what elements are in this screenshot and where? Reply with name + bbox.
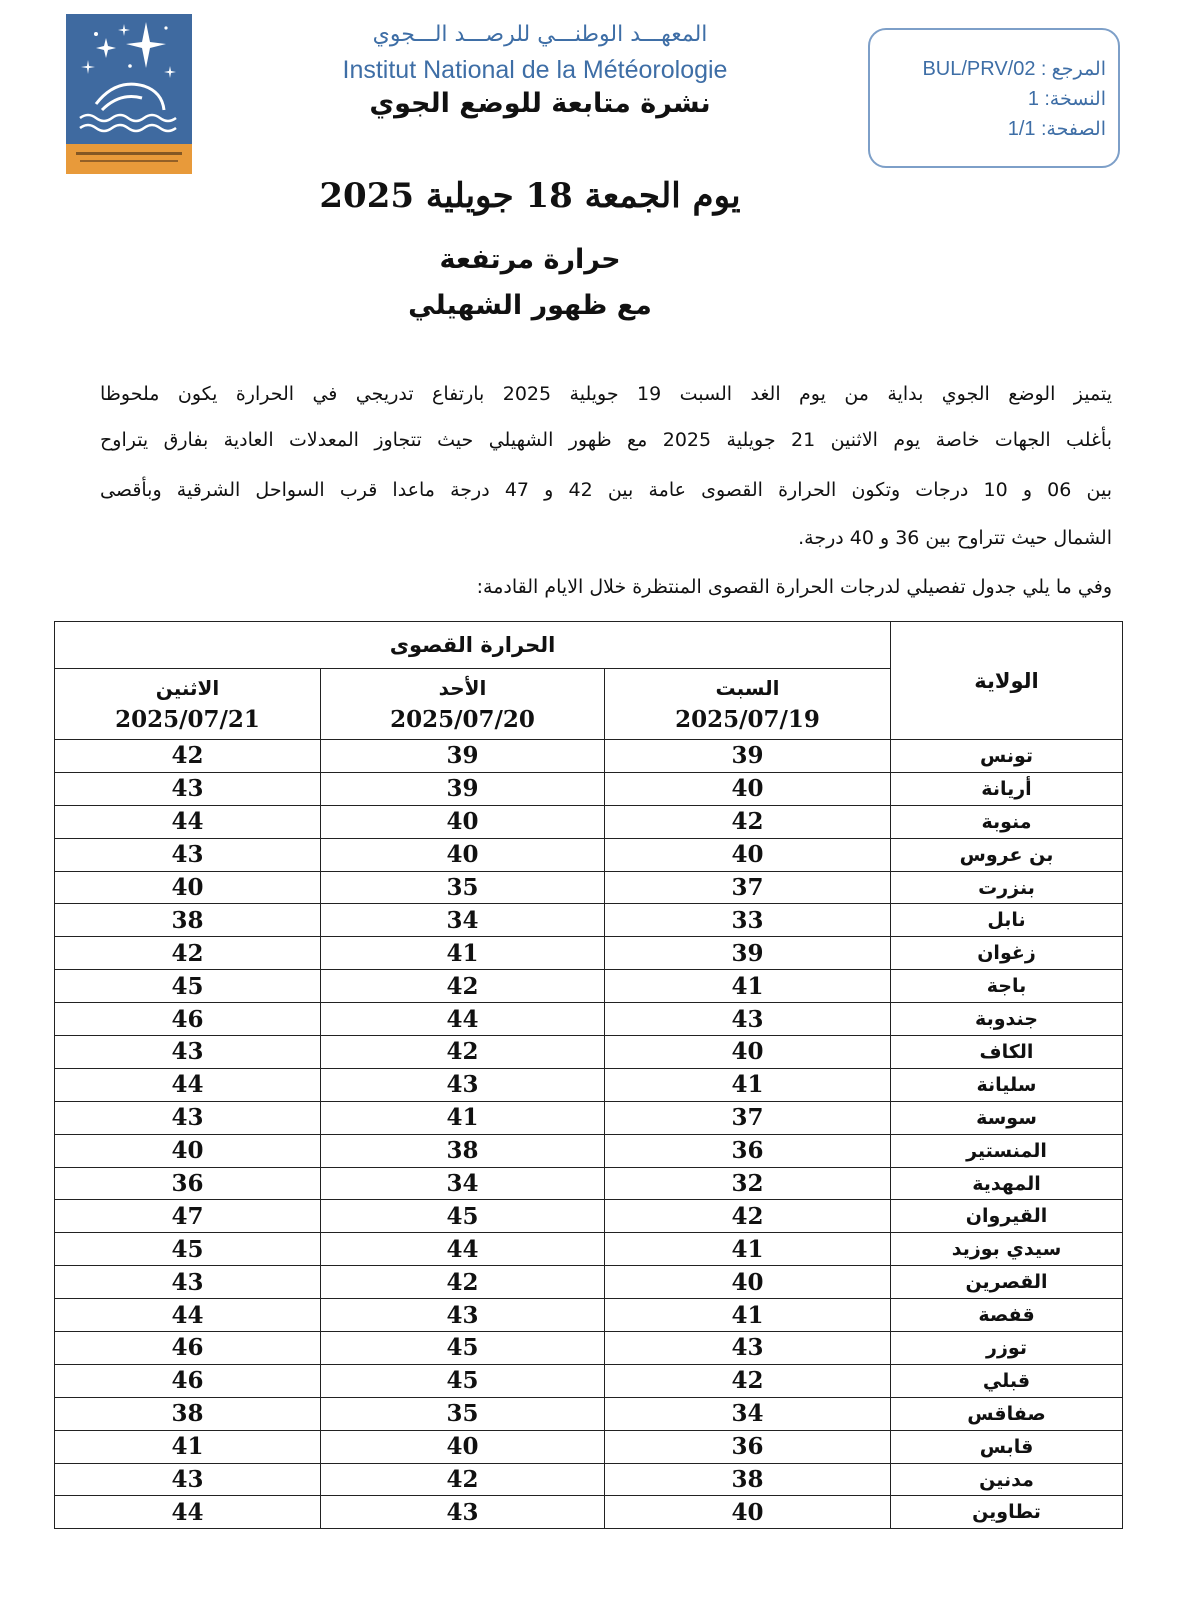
table-row (55, 805, 1123, 838)
version-value: 1 (1027, 88, 1039, 110)
temperature-cell: 32 (605, 1167, 891, 1200)
temperature-cell: 43 (321, 1068, 605, 1101)
temperature-cell: 42 (605, 1364, 891, 1397)
temperature-cell: 41 (55, 1430, 321, 1463)
day-column-header (55, 669, 321, 740)
headline-secondary: مع ظهور الشهيلي (408, 290, 652, 321)
governorate-cell: سليانة (891, 1068, 1123, 1101)
temperature-cell: 41 (605, 1068, 891, 1101)
temperature-cell: 40 (605, 838, 891, 871)
governorate-cell: القصرين (891, 1266, 1123, 1299)
paragraph-line: الشمال حيث تتراوح بين 36 و 40 درجة. (798, 527, 1112, 549)
governorate-cell: بن عروس (891, 838, 1123, 871)
temperature-cell: 35 (321, 871, 605, 904)
bulletin-title: نشرة متابعة للوضع الجوي (369, 88, 711, 119)
temperature-cell: 42 (321, 970, 605, 1003)
temperature-cell: 40 (605, 1036, 891, 1069)
day-name: الأحد (438, 676, 487, 700)
reference-box (868, 28, 1120, 168)
reference-label: المرجع : (1041, 59, 1106, 80)
max-temperature-table (54, 621, 1123, 1529)
institute-name-arabic: المعهـــد الوطنـــي للرصـــد الـــجوي (372, 22, 708, 47)
temperature-cell: 41 (321, 1101, 605, 1134)
reference-line (922, 58, 1106, 81)
governorate-cell: القيروان (891, 1200, 1123, 1233)
day-column-header (605, 669, 891, 740)
page-label: الصفحة: (1041, 119, 1106, 140)
table-row (55, 1200, 1123, 1233)
day-date: 2025/07/21 (115, 706, 260, 733)
temperature-cell: 41 (605, 1233, 891, 1266)
day-name: الاثنين (155, 676, 220, 700)
temperature-cell: 43 (55, 772, 321, 805)
temperature-cell: 44 (321, 1003, 605, 1036)
temperature-cell: 42 (321, 1036, 605, 1069)
table-body (55, 740, 1123, 1529)
temperature-cell: 46 (55, 1332, 321, 1365)
table-row (55, 937, 1123, 970)
table-row (55, 772, 1123, 805)
day-date: 2025/07/20 (390, 706, 535, 733)
temperature-cell: 37 (605, 1101, 891, 1134)
temperature-cell: 39 (605, 937, 891, 970)
temperature-cell: 38 (605, 1463, 891, 1496)
temperature-cell: 40 (55, 871, 321, 904)
temperature-cell: 44 (55, 1068, 321, 1101)
table-row (55, 904, 1123, 937)
star-wave-emblem-icon (66, 14, 192, 174)
table-row (55, 1003, 1123, 1036)
temperature-cell: 34 (321, 904, 605, 937)
temperature-cell: 47 (55, 1200, 321, 1233)
governorate-cell: سوسة (891, 1101, 1123, 1134)
temperature-cell: 38 (55, 1397, 321, 1430)
temperature-cell: 40 (605, 1266, 891, 1299)
governorate-cell: صفاقس (891, 1397, 1123, 1430)
temperature-cell: 36 (55, 1167, 321, 1200)
governorate-column-header: الولاية (891, 622, 1123, 740)
temperature-cell: 46 (55, 1364, 321, 1397)
max-temperature-group-header: الحرارة القصوى (55, 622, 891, 669)
temperature-cell: 44 (321, 1233, 605, 1266)
table-row (55, 1266, 1123, 1299)
temperature-cell: 39 (321, 772, 605, 805)
governorate-cell: باجة (891, 970, 1123, 1003)
day-date: 2025/07/19 (675, 706, 820, 733)
page-value: 1/1 (1007, 118, 1036, 140)
temperature-cell: 38 (321, 1134, 605, 1167)
governorate-cell: قابس (891, 1430, 1123, 1463)
version-line (1028, 88, 1106, 111)
temperature-cell: 42 (605, 805, 891, 838)
temperature-cell: 39 (605, 740, 891, 773)
bulletin-date: يوم الجمعة 18 جويلية 2025 (319, 176, 741, 216)
temperature-cell: 45 (55, 970, 321, 1003)
temperature-cell: 37 (605, 871, 891, 904)
day-name: السبت (715, 676, 780, 700)
governorate-cell: أريانة (891, 772, 1123, 805)
temperature-cell: 46 (55, 1003, 321, 1036)
table-row (55, 1364, 1123, 1397)
temperature-cell: 45 (321, 1364, 605, 1397)
institute-logo (66, 14, 192, 174)
temperature-cell: 39 (321, 740, 605, 773)
temperature-cell: 42 (605, 1200, 891, 1233)
governorate-cell: منوبة (891, 805, 1123, 838)
temperature-cell: 43 (55, 1101, 321, 1134)
table-row (55, 1430, 1123, 1463)
paragraph-line: بأغلب الجهات خاصة يوم الاثنين 21 جويلية 2025 مع ظهور الشهيلي حيث تتجاوز المعدلات العادية بفارق يتراوح (100, 429, 1113, 451)
governorate-cell: بنزرت (891, 871, 1123, 904)
temperature-cell: 43 (55, 1463, 321, 1496)
temperature-cell: 38 (55, 904, 321, 937)
reference-value: BUL/PRV/02 (922, 58, 1036, 80)
table-row (55, 1233, 1123, 1266)
temperature-cell: 43 (321, 1496, 605, 1529)
table-row (55, 838, 1123, 871)
temperature-cell: 44 (55, 1299, 321, 1332)
governorate-cell: المهدية (891, 1167, 1123, 1200)
temperature-cell: 40 (55, 1134, 321, 1167)
governorate-cell: المنستير (891, 1134, 1123, 1167)
temperature-cell: 45 (321, 1200, 605, 1233)
governorate-cell: قبلي (891, 1364, 1123, 1397)
table-row (55, 1332, 1123, 1365)
temperature-cell: 40 (321, 1430, 605, 1463)
table-row (55, 1299, 1123, 1332)
temperature-cell: 35 (321, 1397, 605, 1430)
governorate-cell: تونس (891, 740, 1123, 773)
temperature-cell: 45 (55, 1233, 321, 1266)
table-row (55, 1463, 1123, 1496)
temperature-cell: 45 (321, 1332, 605, 1365)
table-row (55, 1397, 1123, 1430)
governorate-cell: توزر (891, 1332, 1123, 1365)
temperature-cell: 34 (605, 1397, 891, 1430)
day-column-header (321, 669, 605, 740)
temperature-cell: 41 (321, 937, 605, 970)
table-row (55, 740, 1123, 773)
institute-name-french: Institut National de la Météorologie (342, 56, 728, 84)
table-row (55, 970, 1123, 1003)
temperature-cell: 40 (605, 772, 891, 805)
governorate-cell: قفصة (891, 1299, 1123, 1332)
temperature-cell: 36 (605, 1430, 891, 1463)
temperature-cell: 43 (321, 1299, 605, 1332)
governorate-cell: الكاف (891, 1036, 1123, 1069)
table-row (55, 871, 1123, 904)
governorate-cell: زغوان (891, 937, 1123, 970)
temperature-cell: 40 (321, 805, 605, 838)
version-label: النسخة: (1044, 89, 1106, 110)
temperature-cell: 42 (321, 1266, 605, 1299)
temperature-cell: 41 (605, 970, 891, 1003)
temperature-cell: 42 (55, 937, 321, 970)
table-row (55, 1496, 1123, 1529)
temperature-cell: 44 (55, 805, 321, 838)
table-row (55, 1101, 1123, 1134)
page-line (1008, 118, 1106, 141)
temperature-cell: 42 (321, 1463, 605, 1496)
governorate-cell: مدنين (891, 1463, 1123, 1496)
temperature-cell: 40 (605, 1496, 891, 1529)
governorate-cell: تطاوين (891, 1496, 1123, 1529)
temperature-cell: 43 (55, 1036, 321, 1069)
table-row (55, 1167, 1123, 1200)
governorate-cell: نابل (891, 904, 1123, 937)
temperature-cell: 34 (321, 1167, 605, 1200)
governorate-cell: سيدي بوزيد (891, 1233, 1123, 1266)
governorate-cell: جندوبة (891, 1003, 1123, 1036)
headline-primary: حرارة مرتفعة (439, 244, 621, 275)
temperature-cell: 43 (55, 1266, 321, 1299)
paragraph-line: بين 06 و 10 درجات وتكون الحرارة القصوى عامة بين 42 و 47 درجة ماعدا قرب السواحل الشرقية وبأقصى (100, 479, 1112, 501)
temperature-cell: 36 (605, 1134, 891, 1167)
paragraph-line: يتميز الوضع الجوي بداية من يوم الغد السبت 19 جويلية 2025 بارتفاع تدريجي في الحرارة يكون ملحوظا (100, 383, 1113, 405)
temperature-cell: 44 (55, 1496, 321, 1529)
table-row (55, 1068, 1123, 1101)
temperature-cell: 43 (55, 838, 321, 871)
temperature-cell: 41 (605, 1299, 891, 1332)
temperature-cell: 43 (605, 1003, 891, 1036)
temperature-cell: 42 (55, 740, 321, 773)
temperature-cell: 43 (605, 1332, 891, 1365)
table-row (55, 1134, 1123, 1167)
table-intro-line: وفي ما يلي جدول تفصيلي لدرجات الحرارة القصوى المنتظرة خلال الايام القادمة: (476, 576, 1112, 598)
temperature-cell: 33 (605, 904, 891, 937)
table-row (55, 1036, 1123, 1069)
temperature-cell: 40 (321, 838, 605, 871)
